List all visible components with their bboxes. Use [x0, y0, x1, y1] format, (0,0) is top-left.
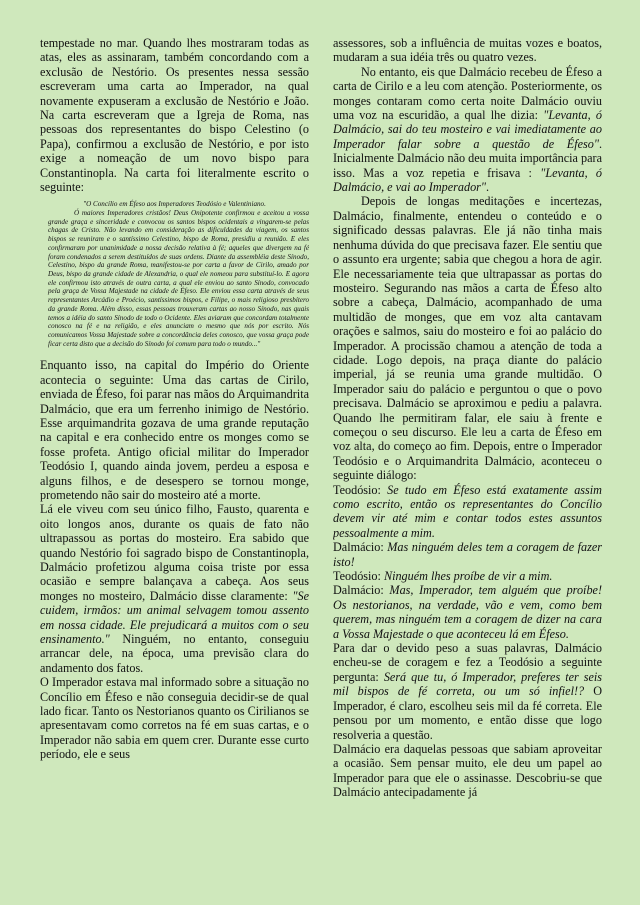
paragraph: [333, 641, 602, 742]
speech: Mas ninguém deles tem a coragem de fazer isto!: [333, 540, 602, 569]
text-run: Para dar o devido peso a suas palavras, Dalmácio encheu-se de coragem e fez a Teodósio a seguinte pergunta:: [333, 641, 602, 684]
speaker-label: Teodósio:: [333, 482, 388, 497]
speaker-label: Dalmácio:: [333, 540, 388, 555]
paragraph: Enquanto isso, na capital do Império do Oriente acontecia o seguinte: Uma das cartas de Cirilo, enviada de Éfeso, foi parar nas mãos do Arquimandrita Dalmácio, que era um ferrenho inimigo de Nestório. Esse arquimandrita gozava de uma grande reputação na capital e era conhecido entre os monges como se fosse profeta. Antigo oficial militar do Imperador Teodósio I, quando ainda jovem, perdeu a esposa e alguns filhos, e de desespero se tornou monge, prometendo não sair do mosteiro até a morte.: [40, 358, 309, 502]
quoted-speech: "Levanta, ó Dalmácio, sai do teu mosteiro e vai imediatamente ao Imperador falar sobre a questão de Éfeso": [333, 108, 602, 151]
speaker-label: Teodósio:: [333, 569, 384, 584]
paragraph: tempestade no mar. Quando lhes mostraram todas as atas, eles as assinaram, também concordando com a exclusão de Nestório. Os presentes nessa sessão escreveram uma carta ao Imperador, na qual novamente expuseram a exclusão de Nestório e João. Na carta escreveram que a Igreja de Roma, nas pessoas dos representantes do bispo Celestino (o Papa), confirmou a exclusão de Nestório, e por isto exige a nomeação de um novo bispo para Constantinopla. Na carta foi literalmente escrito o seguinte:: [40, 36, 309, 195]
paragraph: O Imperador estava mal informado sobre a situação no Concílio em Éfeso e não conseguia decidir-se de qual lado ficar. Tanto os Nestorianos quanto os Cirilianos se apresentavam como corretos na fé em suas cartas, e o Imperador não sabia em quem crer. Durante esse curto período, ele e seus: [40, 675, 309, 762]
block-quote: Ó maiores Imperadores cristãos! Deus Onipotente confirmou e aceitou a vossa grande graça e sinceridade e convocou os santos bispos ocidentais a vingarem-se pelas chagas de Cristo. Não levando em consideração as dificuldades da viagem, os santos bispos se reuniram e o santíssimo Celestino, bispo de Roma, presidiu a reunião. E eles confirmaram por unanimidade a nossa decisão relativa à fé; aqueles que divergem na fé foram condenados a serem destituídos de suas ordens. Diante da assembléia deste Sínodo, Celestino, bispo da grande Roma, manifestou-se por carta a favor de Cirilo, amado por Deus, bispo da grande cidade de Alexandria, o qual ele nomeou para substituí-lo. E agora ele confirmou isto através de outra carta, a qual ele enviou ao santo Sínodo, convocado pela graça de Vossa Majestade na cidade de Éfeso. Ele enviou essa carta através de seus representantes Arcádio e Proécio, santíssimos bispos, e Filipe, o mais religioso presbítero da grande Roma. Além disso, essas pessoas trouxeram cartas ao nosso Sínodo, nas quais temos a idéia do santo Sínodo de todo o Ocidente. Eles aviaram que concordam totalmente conosco na fé e na religião, e eles anunciam o mesmo que nós por escrito. Nós comunicamos Vossa Majestade sobre a concordância deles conosco, que vossa graça pode ficar certa disto que a decisão do Sínodo foi comum para todo o mundo...": [48, 209, 309, 348]
paragraph: [40, 502, 309, 675]
text-run: Ninguém, no entanto, conseguiu arrancar dele, na época, uma previsão clara do andamento dos fatos.: [40, 632, 309, 675]
dialogue-line: [333, 483, 602, 541]
paragraph: Dalmácio era daquelas pessoas que sabiam aproveitar a ocasião. Sem pensar muito, ele deu um papel ao Imperador para que ele o assinasse. Descobriu-se que Dalmácio antecipadamente já: [333, 741, 602, 800]
paragraph: assessores, sob a influência de muitas vozes e boatos, mudaram a sua idéia três ou quatro vezes.: [333, 36, 602, 65]
dialogue-line: [333, 569, 602, 583]
text-run: Lá ele viveu com seu único filho, Fausto, quarenta e oito longos anos, durante os quais de fato não ultrapassou as portas do mosteiro. Era sabido que quando Nestório foi sagrado bispo de Constantinopla, Dalmácio profetizou alguma coisa triste por essa ocasião e sempre balançava a cabeça. Aos seus monges no mosteiro, Dalmácio disse claramente:: [40, 502, 309, 603]
speech: Ninguém lhes proíbe de vir a mim.: [383, 569, 553, 584]
text-run: .: [486, 180, 490, 195]
quote-title: "O Concílio em Éfeso aos Imperadores Teodósio e Valentiniano.: [83, 200, 266, 209]
quoted-speech: Será que tu, ó Imperador, preferes ter seis mil bispos de fé correta, ou um só infiel!?: [333, 669, 602, 699]
speech: Mas, Imperador, tem alguém que proíbe! Os nestorianos, na verdade, vão e vem, como bem querem, mas ninguém tem a coragem de dizer na cara a Vossa Majestade o que aconteceu lá em Éfeso.: [333, 583, 602, 641]
paragraph: Depois de longas meditações e incertezas, Dalmácio, finalmente, entendeu o conteúdo e o significado dessas palavras. Ele já não tinha mais nenhuma dúvida do que precisava fazer. Ele sentiu que o assunto era urgente; sabia que chegou a hora de agir. Ele necessariamente teia que ultrapassar as portas do mosteiro. Segurando nas mãos a carta de Éfeso alto sobre a cabeça, Dalmácio, acompanhado de uma multidão de monges, que em voz alta cantavam orações e salmos, saiu do mosteiro e foi ao palácio do Imperador. A procissão chamou a atenção de toda a cidade. Logo depois, na praça diante do palácio imperial, já se reunia uma grande multidão. O Imperador saiu do palácio e perguntou o que o povo precisava. Dalmácio se aproximou e pediu a palavra. Quando lhe permitiram falar, ele saiu à frente e começou o seu discurso. Ele leu a carta de Éfeso em voz alta, do começo ao fim. Depois, entre o Imperador Teodósio e o Arquimandrita Dalmácio, aconteceu o seguinte diálogo:: [333, 194, 602, 483]
quoted-speech: "Se cuidem, irmãos: um animal selvagem tomou assento em nossa cidade. Ele prejudicará a muitos com o seu ensinamento.": [40, 588, 309, 647]
text-run: . Inicialmente Dalmácio não deu muita importância para isso. Mas a voz repetia e frisava :: [333, 136, 602, 180]
text-run: O Imperador, é claro, escolheu seis mil da fé correta. Ele pensou por um momento, e então disse que logo resolveria a questão.: [333, 684, 602, 742]
text-run: No entanto, eis que Dalmácio recebeu de Éfeso a carta de Cirilo e a leu com atenção. Posteriormente, os monges contaram como certa noite Dalmácio ouviu uma voz na escuridão, a qual lhe dizia:: [333, 64, 602, 123]
speech: Se tudo em Éfeso está exatamente assim como escrito, então os representantes do Concílio devem vir até mim e contar todos estes assuntos pessoalmente a mim.: [333, 482, 602, 540]
right-column: [333, 36, 602, 800]
speaker-label: Dalmácio:: [333, 583, 390, 598]
left-column: [40, 36, 309, 762]
dialogue-line: [333, 583, 602, 641]
paragraph: [333, 65, 602, 195]
quoted-speech: "Levanta, ó Dalmácio, e vai ao Imperador": [333, 165, 602, 195]
dialogue-line: [333, 540, 602, 569]
